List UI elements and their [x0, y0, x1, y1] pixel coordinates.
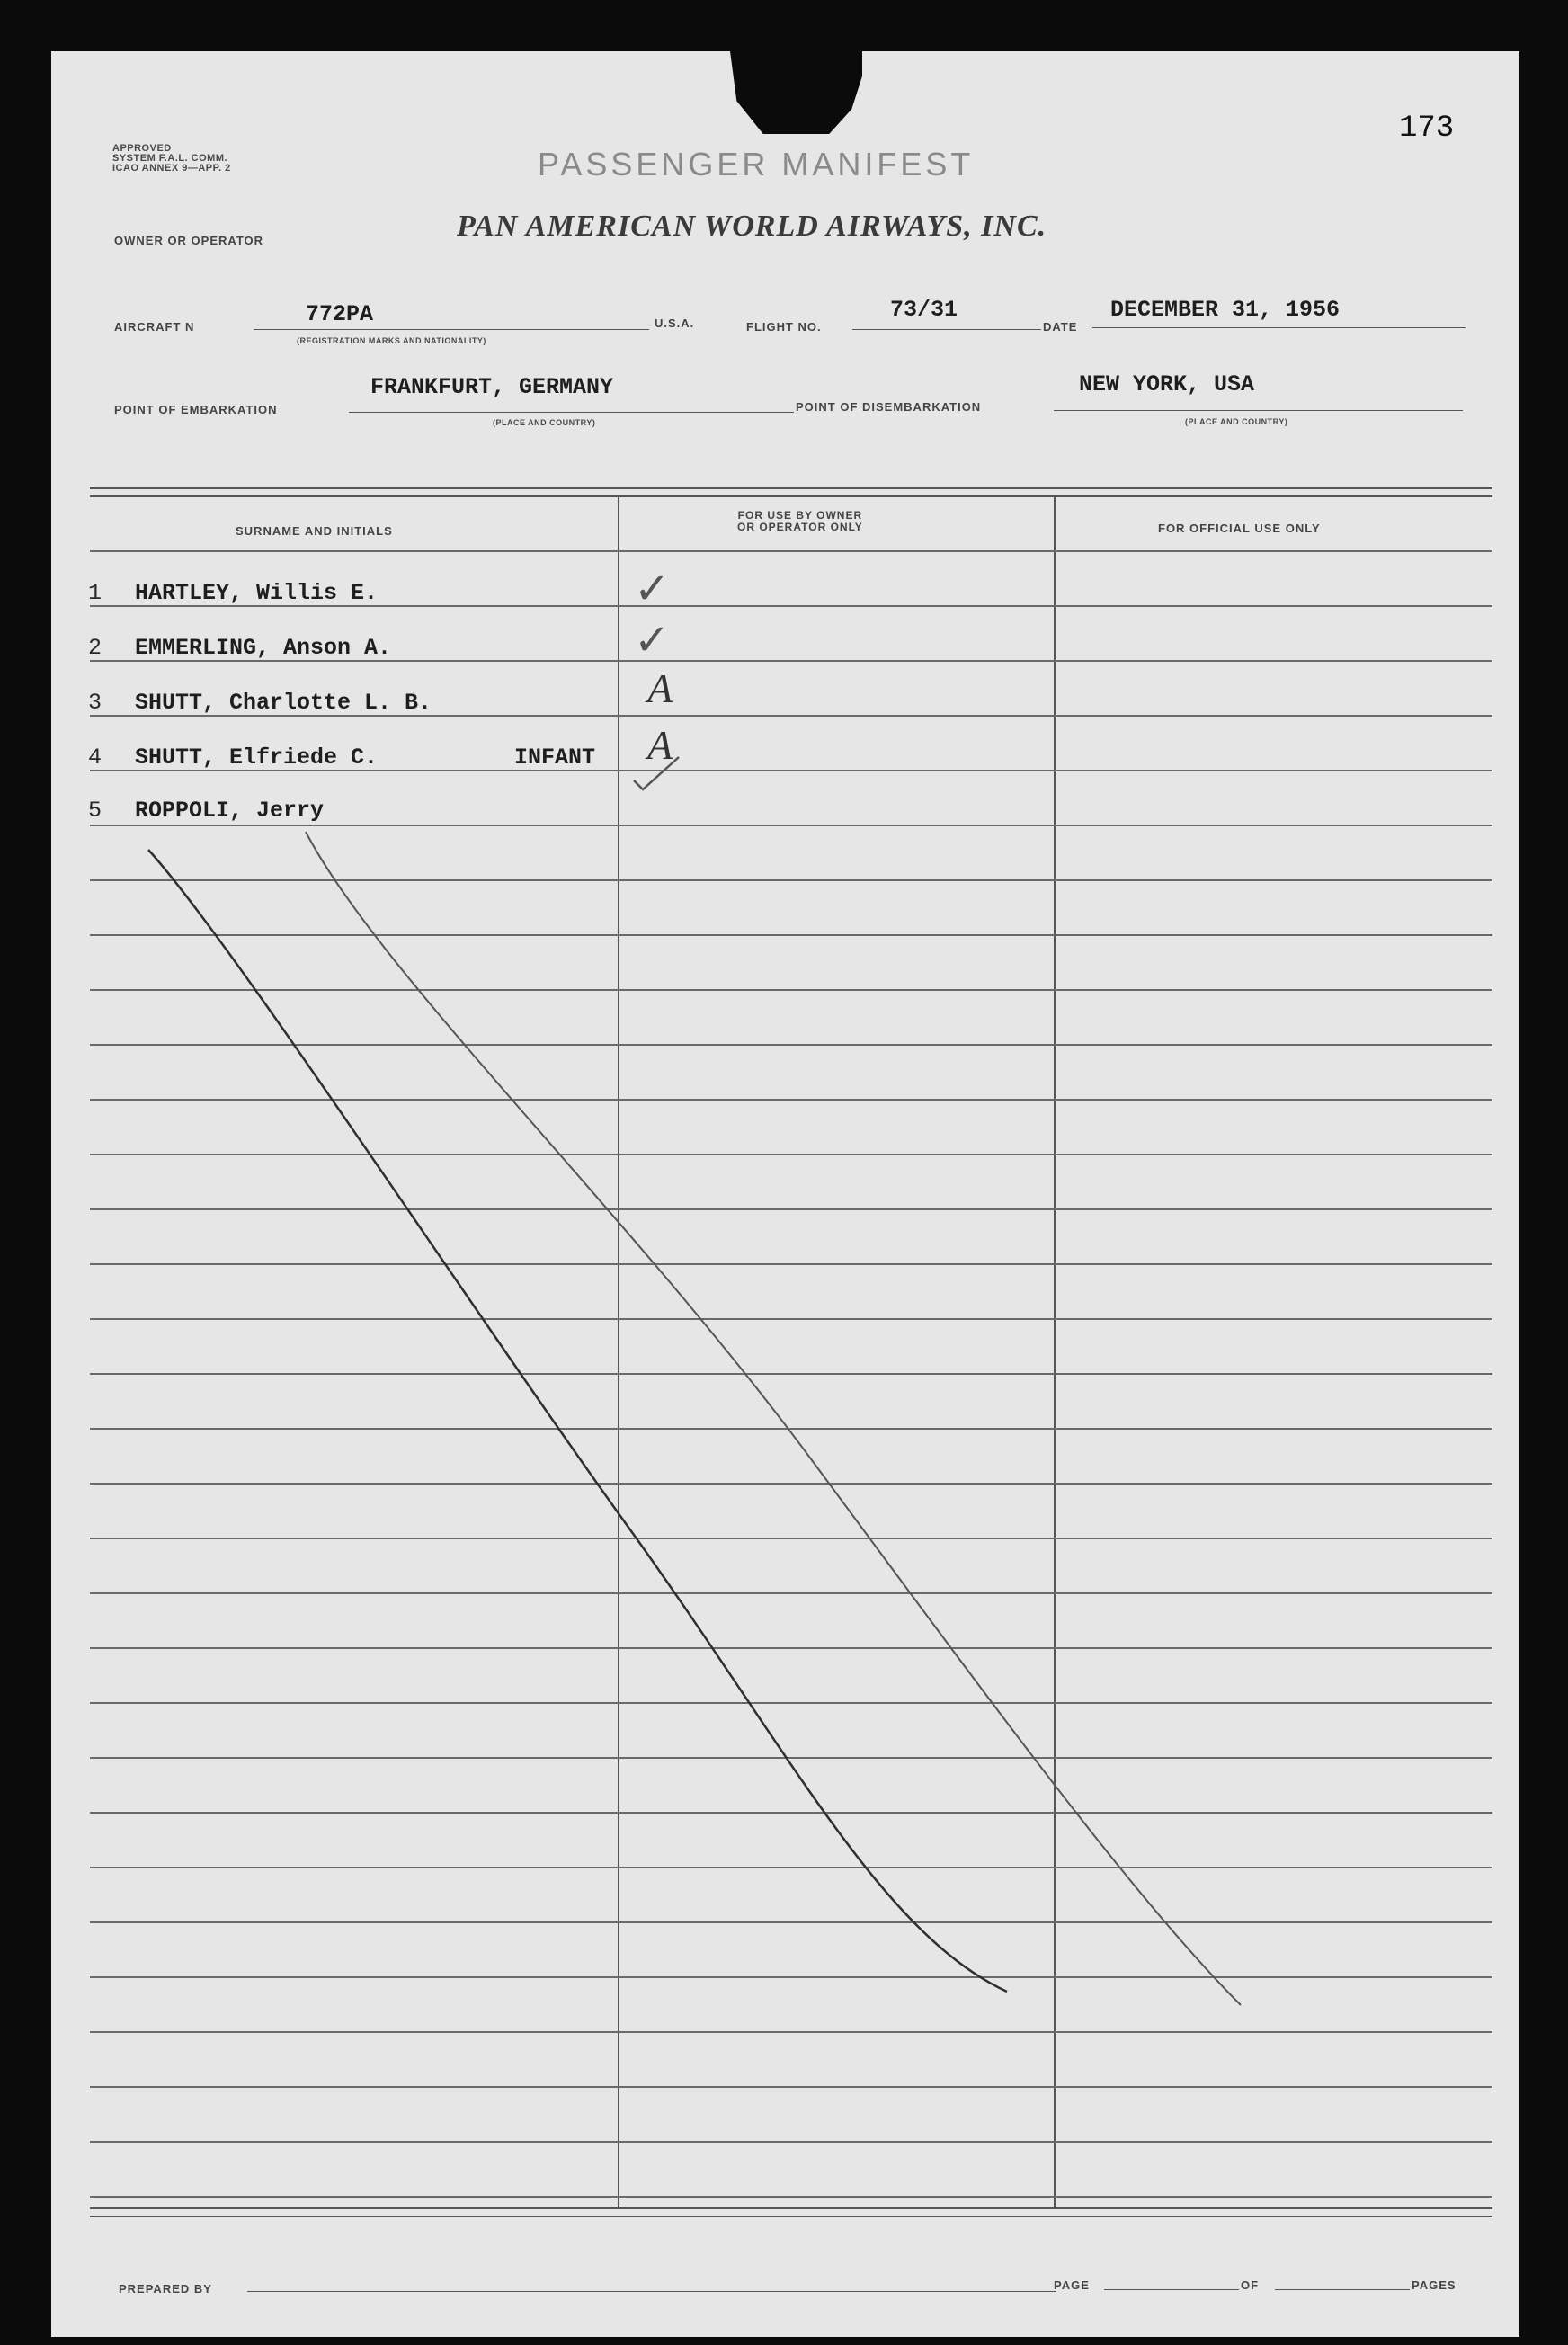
- date-label: DATE: [1043, 320, 1078, 334]
- approval-line-1: APPROVED: [112, 143, 172, 154]
- date-value: DECEMBER 31, 1956: [1110, 297, 1341, 323]
- flight-value: 73/31: [890, 297, 958, 323]
- passenger-name: SHUTT, Elfriede C.: [135, 745, 379, 771]
- disembark-sub: (PLACE AND COUNTRY): [1185, 417, 1288, 426]
- approval-line-3: ICAO ANNEX 9—APP. 2: [112, 163, 231, 174]
- handwritten-a: A: [647, 665, 673, 711]
- row-number: 1: [88, 580, 102, 606]
- page-number: 173: [1399, 111, 1455, 146]
- aircraft-sub: (REGISTRATION MARKS AND NATIONALITY): [297, 336, 486, 345]
- owner-value: PAN AMERICAN WORLD AIRWAYS, INC.: [457, 210, 1047, 243]
- disembark-value: NEW YORK, USA: [1079, 371, 1255, 397]
- passenger-name: SHUTT, Charlotte L. B.: [135, 690, 432, 716]
- passenger-note: INFANT: [514, 745, 596, 771]
- row-number: 4: [88, 745, 102, 771]
- usa-label: U.S.A.: [655, 317, 695, 330]
- page-label: PAGE: [1054, 2278, 1090, 2292]
- embark-sub: (PLACE AND COUNTRY): [493, 418, 596, 427]
- passenger-name: HARTLEY, Willis E.: [135, 580, 379, 606]
- check-mark: [634, 757, 679, 789]
- handwritten-a: A: [647, 722, 673, 768]
- passenger-name: ROPPOLI, Jerry: [135, 798, 325, 824]
- col-owner-use: FOR USE BY OWNER OR OPERATOR ONLY: [737, 509, 863, 533]
- of-label: OF: [1241, 2278, 1260, 2292]
- flight-label: FLIGHT NO.: [746, 320, 822, 334]
- embark-value: FRANKFURT, GERMANY: [370, 374, 614, 400]
- embark-label: POINT OF EMBARKATION: [114, 403, 278, 416]
- aircraft-label: AIRCRAFT N: [114, 320, 195, 334]
- approval-line-2: SYSTEM F.A.L. COMM.: [112, 153, 228, 164]
- cancel-line: [148, 850, 1007, 1992]
- page-title: PASSENGER MANIFEST: [538, 146, 975, 183]
- check-mark: ✓: [634, 617, 671, 664]
- row-number: 2: [88, 635, 102, 661]
- row-number: 5: [88, 798, 102, 824]
- disembark-label: POINT OF DISEMBARKATION: [796, 400, 982, 414]
- pages-label: PAGES: [1412, 2278, 1457, 2292]
- check-mark: ✓: [634, 566, 671, 613]
- aircraft-value: 772PA: [306, 301, 374, 327]
- prepared-by-label: PREPARED BY: [119, 2282, 212, 2296]
- col-official: FOR OFFICIAL USE ONLY: [1158, 522, 1321, 535]
- owner-label: OWNER OR OPERATOR: [114, 234, 264, 247]
- cancel-line: [306, 832, 1241, 2005]
- col-surname: SURNAME AND INITIALS: [236, 524, 393, 538]
- passenger-name: EMMERLING, Anson A.: [135, 635, 392, 661]
- row-number: 3: [88, 690, 102, 716]
